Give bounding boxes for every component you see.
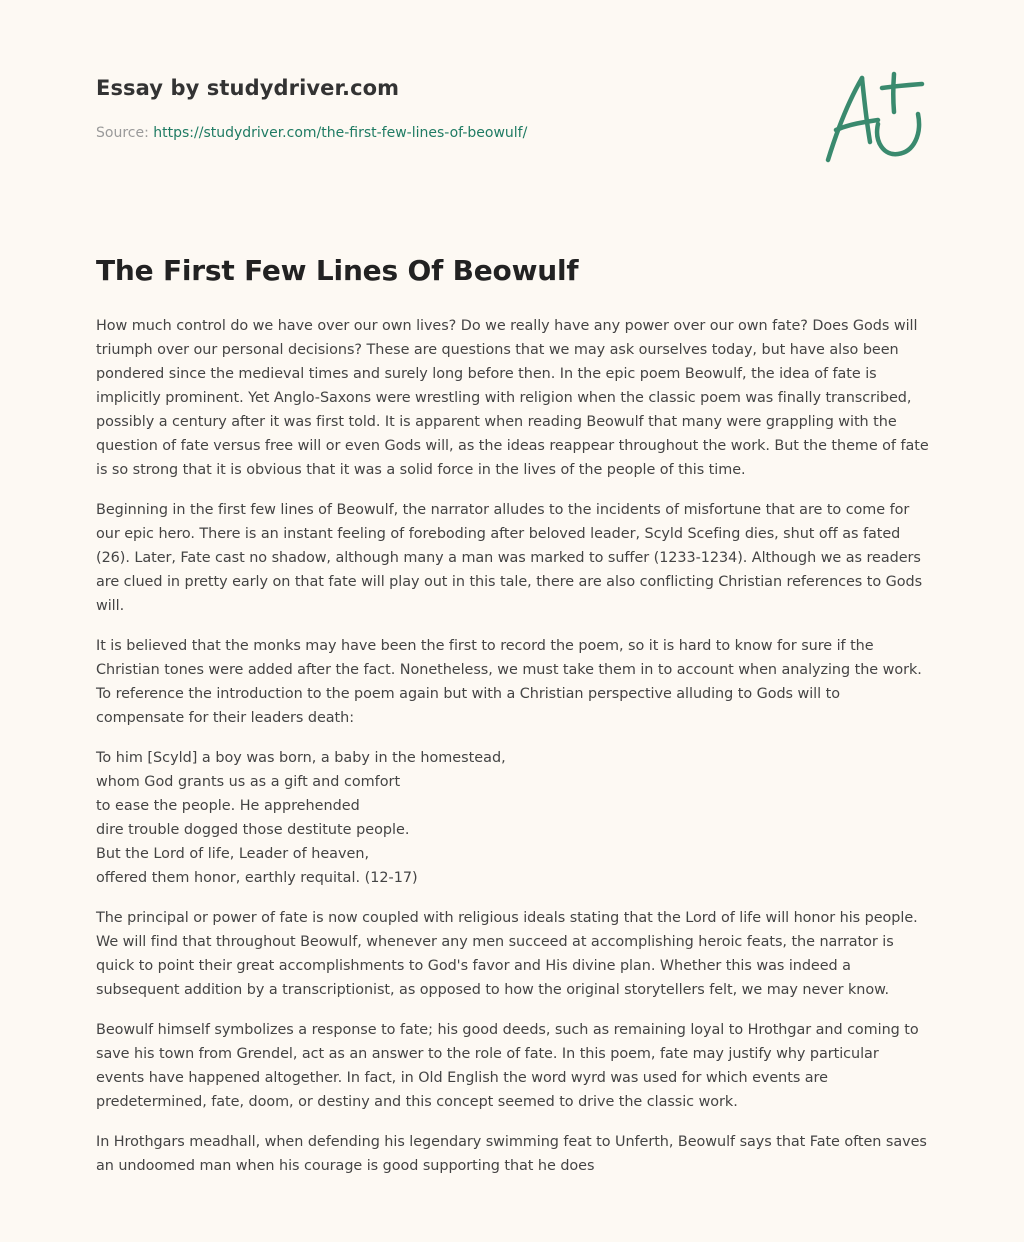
essay-body (96, 314, 930, 1194)
poem-line: But the Lord of life, Leader of heaven, (96, 846, 370, 862)
source-link[interactable]: https://studydriver.com/the-first-few-lines-of-beowulf/ (153, 125, 528, 141)
poem-line: whom God grants us as a gift and comfort (96, 774, 401, 790)
paragraph: The principal or power of fate is now coupled with religious ideals stating that the Lord of life will honor his people. We will find that throughout Beowulf, whenever any men succeed at accomplishing heroic feats, the narrator is quick to point their great accomplishments to God's favor and His divine plan. Whether this was indeed a subsequent addition by a transcriptionist, as opposed to how the original storytellers felt, we may never know. (96, 910, 918, 998)
poem-line: To him [Scyld] a boy was born, a baby in the homestead, (96, 750, 506, 766)
paragraph: Beowulf himself symbolizes a response to fate; his good deeds, such as remaining loyal to Hrothgar and coming to save his town from Grendel, act as an answer to the role of fate. In this poem, fate may justify why particular events have happened altogether. In fact, in Old English the word wyrd was used for which events are predetermined, fate, doom, or destiny and this concept seemed to drive the classic work. (96, 1022, 919, 1110)
poem-line: offered them honor, earthly requital. (12-17) (96, 870, 418, 886)
paragraph: Beginning in the first few lines of Beowulf, the narrator alludes to the incidents of misfortune that are to come for our epic hero. There is an instant feeling of foreboding after beloved leader, Scyld Scefing dies, shut off as fated (26). Later, Fate cast no shadow, although many a man was marked to suffer (1233-1234). Although we as readers are clued in pretty early on that fate will play out in this tale, there are also conflicting Christian references to Gods will. (96, 502, 923, 614)
poem-line: to ease the people. He apprehended (96, 798, 360, 814)
source-label: Source: (96, 125, 149, 141)
poem-line: dire trouble dogged those destitute people. (96, 822, 410, 838)
a-plus-logo-icon (822, 68, 930, 166)
paragraph: To reference the introduction to the poem again but with a Christian perspective alluding to Gods will to compensate for their leaders death: (96, 686, 840, 726)
site-brand: Essay by studydriver.com (96, 76, 400, 100)
paragraph: It is believed that the monks may have been the first to record the poem, so it is hard to know for sure if the Christian tones were added after the fact. Nonetheless, we must take them in to account when analyzing the work. (96, 638, 922, 678)
essay-title: The First Few Lines Of Beowulf (96, 254, 579, 287)
paragraph: How much control do we have over our own lives? Do we really have any power over our own fate? Does Gods will triumph over our personal decisions? These are questions that we may ask ourselves today, but have also been pondered since the medieval times and surely long before then. In the epic poem Beowulf, the idea of fate is implicitly prominent. Yet Anglo-Saxons were wrestling with religion when the classic poem was finally transcribed, possibly a century after it was first told. It is apparent when reading Beowulf that many were grappling with the question of fate versus free will or even Gods will, as the ideas reappear throughout the work. But the theme of fate is so strong that it is obvious that it was a solid force in the lives of the people of this time. (96, 318, 929, 478)
paragraph: In Hrothgars meadhall, when defending his legendary swimming feat to Unferth, Beowulf says that Fate often saves an undoomed man when his courage is good supporting that he does (96, 1134, 927, 1174)
source-line (96, 125, 527, 141)
poem-quote (96, 746, 930, 890)
